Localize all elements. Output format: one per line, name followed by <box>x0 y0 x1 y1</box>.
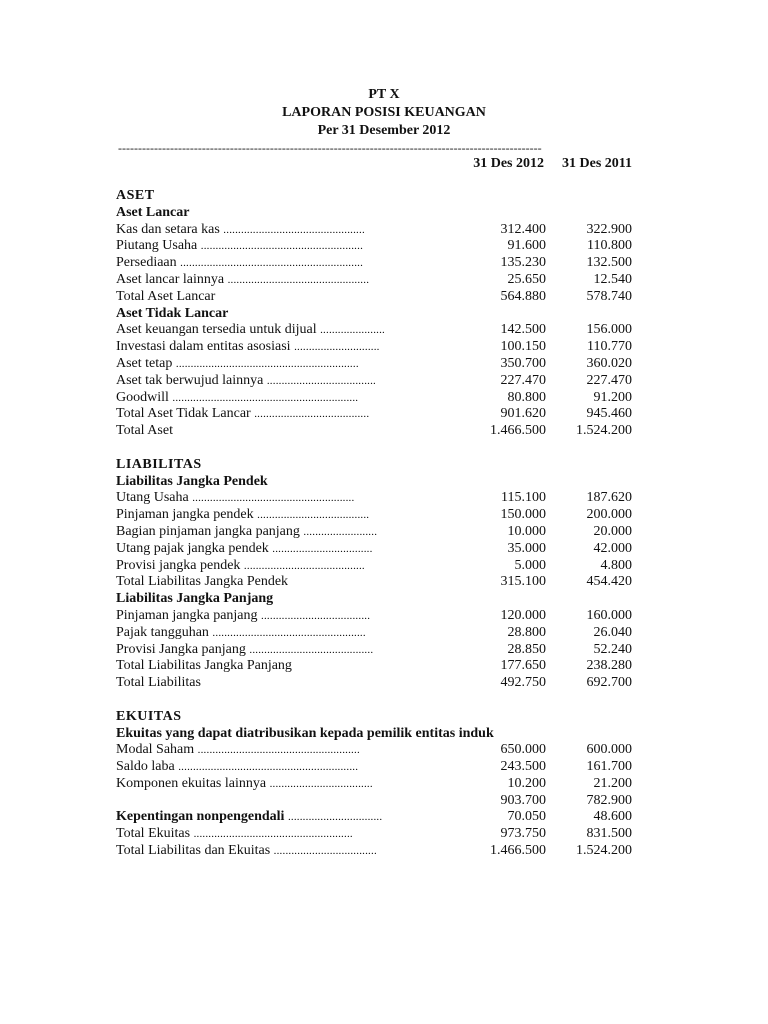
value-2012: 5.000 <box>514 557 546 573</box>
line-label-text: ASET <box>116 188 155 203</box>
column-header-2011: 31 Des 2011 <box>562 156 632 171</box>
line-label <box>116 507 369 524</box>
value-2012: 901.620 <box>500 406 546 422</box>
leader-dots: ...................................................... <box>193 828 353 841</box>
line-item <box>116 541 636 558</box>
subsection-heading <box>116 726 636 743</box>
leader-dots: ...................... <box>320 324 386 337</box>
report-title: LAPORAN POSISI KEUANGAN <box>282 105 486 120</box>
leader-dots: ................................ <box>287 811 383 824</box>
value-2012: 650.000 <box>500 742 546 758</box>
value-2012: 177.650 <box>500 658 546 674</box>
value-2011: 26.040 <box>593 624 632 640</box>
line-label <box>116 742 360 759</box>
value-2011: 110.800 <box>587 238 632 254</box>
line-label <box>116 322 385 339</box>
line-item <box>116 289 636 306</box>
line-label-text: Aset keuangan tersedia untuk dijual <box>116 322 317 338</box>
line-label-text: Piutang Usaha <box>116 238 198 254</box>
line-item <box>116 255 636 272</box>
line-label <box>116 373 376 390</box>
line-label-text: Provisi jangka pendek <box>116 557 241 573</box>
line-label-text: Liabilitas Jangka Pendek <box>116 473 268 489</box>
leader-dots: ................................................ <box>223 223 365 236</box>
leader-dots: ...................................... <box>257 509 370 522</box>
line-item <box>116 776 636 793</box>
line-label <box>116 843 377 860</box>
value-2012: 10.000 <box>507 523 546 539</box>
line-label <box>116 356 359 373</box>
value-2011: 238.280 <box>586 658 632 674</box>
line-item <box>116 322 636 339</box>
statement-rows <box>116 188 636 860</box>
value-2012: 564.880 <box>500 288 546 304</box>
line-label <box>116 675 201 692</box>
value-2012: 312.400 <box>500 221 546 237</box>
leader-dots: ............................................................. <box>178 761 359 774</box>
line-label <box>116 255 363 272</box>
line-label-text: Investasi dalam entitas asosiasi <box>116 339 291 355</box>
line-label-text: Saldo laba <box>116 759 175 775</box>
line-label <box>116 457 202 474</box>
value-2012: 115.100 <box>501 490 546 506</box>
value-2011: 161.700 <box>586 759 632 775</box>
leader-dots: ............................................................... <box>172 391 359 404</box>
line-label <box>116 188 155 205</box>
line-label-text: Ekuitas yang dapat diatribusikan kepada pemilik entitas induk <box>116 725 494 741</box>
value-2011: 831.500 <box>586 826 632 842</box>
line-label <box>116 726 494 743</box>
line-label-text: Total Aset <box>116 423 173 439</box>
value-2011: 454.420 <box>586 574 632 590</box>
line-item <box>116 339 636 356</box>
leader-dots: ................................... <box>269 777 373 790</box>
column-header-2012: 31 Des 2012 <box>473 156 544 171</box>
line-item <box>116 390 636 407</box>
line-item <box>116 222 636 239</box>
value-2011: 52.240 <box>593 641 632 657</box>
line-label-text: Persediaan <box>116 255 177 271</box>
leader-dots: ................................................ <box>227 273 370 286</box>
line-label-text: Bagian pinjaman jangka panjang <box>116 523 300 539</box>
line-label <box>116 339 380 356</box>
line-label-text: Utang Usaha <box>116 490 189 506</box>
line-label <box>116 776 373 793</box>
line-item <box>116 742 636 759</box>
leader-dots: .............................................................. <box>175 357 359 370</box>
line-label <box>116 591 273 608</box>
line-item <box>116 406 636 423</box>
leader-dots: ....................................................... <box>197 744 360 757</box>
line-label-text: Aset lancar lainnya <box>116 271 225 287</box>
line-label <box>116 658 292 675</box>
line-label <box>116 709 181 726</box>
line-label <box>116 524 377 541</box>
line-label <box>116 272 369 289</box>
line-item <box>116 272 636 289</box>
line-label-text: Aset tetap <box>116 355 173 371</box>
value-2012: 35.000 <box>507 540 546 556</box>
leader-dots: ....................................................... <box>192 492 355 505</box>
spacer-row <box>116 440 636 457</box>
leader-dots: ......................... <box>303 525 378 538</box>
line-label <box>116 306 228 323</box>
company-name: PT X <box>368 87 400 102</box>
line-label <box>116 238 363 255</box>
line-item <box>116 759 636 776</box>
line-label-text: Modal Saham <box>116 742 195 758</box>
value-2011: 160.000 <box>586 607 632 623</box>
line-item <box>116 507 636 524</box>
value-2011: 945.460 <box>586 406 632 422</box>
line-item <box>116 625 636 642</box>
value-2011: 200.000 <box>586 507 632 523</box>
value-2011: 4.800 <box>600 557 632 573</box>
value-2012: 80.800 <box>507 389 546 405</box>
value-2011: 578.740 <box>586 288 632 304</box>
leader-dots: ......................................... <box>243 559 365 572</box>
line-label <box>116 390 358 407</box>
value-2011: 782.900 <box>586 792 632 808</box>
value-2012: 973.750 <box>500 826 546 842</box>
spacer-row <box>116 692 636 709</box>
separator-line: ---------------------------------------------------------------------------------------------------------- <box>118 141 542 155</box>
line-label-text: Aset Tidak Lancar <box>116 305 229 321</box>
line-item <box>116 423 636 440</box>
line-label-text: Total Aset Tidak Lancar <box>116 406 251 422</box>
line-item <box>116 658 636 675</box>
value-2012: 91.600 <box>507 238 546 254</box>
value-2011: 227.470 <box>586 372 632 388</box>
line-label-text: Provisi Jangka panjang <box>116 641 246 657</box>
line-label-text: Utang pajak jangka pendek <box>116 540 269 556</box>
value-2011: 91.200 <box>593 389 632 405</box>
line-item <box>116 373 636 390</box>
leader-dots: .............................................................. <box>180 257 364 270</box>
subsection-heading <box>116 474 636 491</box>
line-item <box>116 558 636 575</box>
line-label-text: Kas dan setara kas <box>116 221 220 237</box>
value-2012: 70.050 <box>507 809 546 825</box>
line-label-text: Pinjaman jangka pendek <box>116 507 254 523</box>
value-2011: 692.700 <box>586 675 632 691</box>
line-label-text: Goodwill <box>116 389 169 405</box>
value-2012: 350.700 <box>500 355 546 371</box>
line-item <box>116 675 636 692</box>
value-2012: 10.200 <box>507 775 546 791</box>
value-2012: 492.750 <box>500 675 546 691</box>
line-item <box>116 356 636 373</box>
line-item <box>116 642 636 659</box>
line-label <box>116 406 369 423</box>
value-2011: 322.900 <box>586 221 632 237</box>
subsection-heading <box>116 205 636 222</box>
value-2011: 132.500 <box>586 255 632 271</box>
value-2012: 120.000 <box>500 607 546 623</box>
value-2011: 600.000 <box>586 742 632 758</box>
line-label <box>116 608 370 625</box>
value-2012: 100.150 <box>500 339 546 355</box>
value-2012: 903.700 <box>500 792 546 808</box>
value-2011: 187.620 <box>586 490 632 506</box>
line-label-text: Pinjaman jangka panjang <box>116 607 258 623</box>
line-item <box>116 793 636 810</box>
value-2012: 315.100 <box>500 574 546 590</box>
subsection-heading <box>116 591 636 608</box>
value-2012: 1.466.500 <box>490 423 546 439</box>
line-label-text: Total Ekuitas <box>116 826 191 842</box>
line-label <box>116 423 173 440</box>
leader-dots: ............................. <box>294 341 380 354</box>
value-2011: 48.600 <box>593 809 632 825</box>
leader-dots: ................................... <box>273 845 377 858</box>
line-label <box>116 759 358 776</box>
value-2011: 12.540 <box>593 271 632 287</box>
line-label-text: Liabilitas Jangka Panjang <box>116 591 274 607</box>
line-label <box>116 574 288 591</box>
subsection-heading <box>116 306 636 323</box>
leader-dots: .................................. <box>272 542 373 555</box>
line-label <box>116 289 215 306</box>
value-2011: 1.524.200 <box>576 423 632 439</box>
value-2011: 110.770 <box>587 339 632 355</box>
line-label-text: Total Liabilitas Jangka Pendek <box>116 574 289 590</box>
value-2012: 142.500 <box>500 322 546 338</box>
value-2012: 227.470 <box>500 372 546 388</box>
value-2012: 28.850 <box>507 641 546 657</box>
leader-dots: ....................................................... <box>200 240 364 253</box>
value-2011: 20.000 <box>593 523 632 539</box>
line-label-text: Aset Lancar <box>116 204 190 220</box>
line-item <box>116 574 636 591</box>
line-label <box>116 642 373 659</box>
line-item <box>116 524 636 541</box>
line-item <box>116 826 636 843</box>
value-2012: 1.466.500 <box>490 843 546 859</box>
section-heading <box>116 188 636 205</box>
value-2012: 135.230 <box>500 255 546 271</box>
line-label-text: Pajak tangguhan <box>116 624 209 640</box>
line-label <box>116 558 365 575</box>
leader-dots: ..................................... <box>261 609 371 622</box>
line-label-text: Komponen ekuitas lainnya <box>116 775 267 791</box>
line-label-text: Total Liabilitas <box>116 675 201 691</box>
leader-dots: ..................................... <box>266 374 377 387</box>
value-2011: 42.000 <box>593 540 632 556</box>
value-2012: 243.500 <box>500 759 546 775</box>
line-label-text: Aset tak berwujud lainnya <box>116 372 264 388</box>
line-label-text: Total Liabilitas dan Ekuitas <box>116 843 271 859</box>
line-label-text: Total Aset Lancar <box>116 288 216 304</box>
line-item <box>116 238 636 255</box>
line-label <box>116 809 382 826</box>
value-2011: 21.200 <box>593 775 632 791</box>
leader-dots: .................................................... <box>212 626 366 639</box>
line-label <box>116 205 190 222</box>
line-label <box>116 474 268 491</box>
leader-dots: ....................................... <box>254 408 370 421</box>
line-label <box>116 541 373 558</box>
section-heading <box>116 709 636 726</box>
section-heading <box>116 457 636 474</box>
value-2012: 150.000 <box>500 507 546 523</box>
line-label <box>116 625 366 642</box>
report-period: Per 31 Desember 2012 <box>317 123 451 138</box>
value-2012: 25.650 <box>507 271 546 287</box>
line-item <box>116 843 636 860</box>
line-label-text: Kepentingan nonpengendali <box>116 809 285 825</box>
line-label <box>116 490 354 507</box>
leader-dots: .......................................... <box>249 643 374 656</box>
line-label-text: LIABILITAS <box>116 456 202 472</box>
value-2011: 1.524.200 <box>576 843 632 859</box>
value-2011: 156.000 <box>586 322 632 338</box>
line-label <box>116 826 353 843</box>
line-label-text: Total Liabilitas Jangka Panjang <box>116 658 292 674</box>
line-label <box>116 222 365 239</box>
line-label-text: EKUITAS <box>116 708 182 724</box>
line-item <box>116 608 636 625</box>
value-2011: 360.020 <box>586 355 632 371</box>
line-item <box>116 809 636 826</box>
line-item <box>116 490 636 507</box>
value-2012: 28.800 <box>507 624 546 640</box>
